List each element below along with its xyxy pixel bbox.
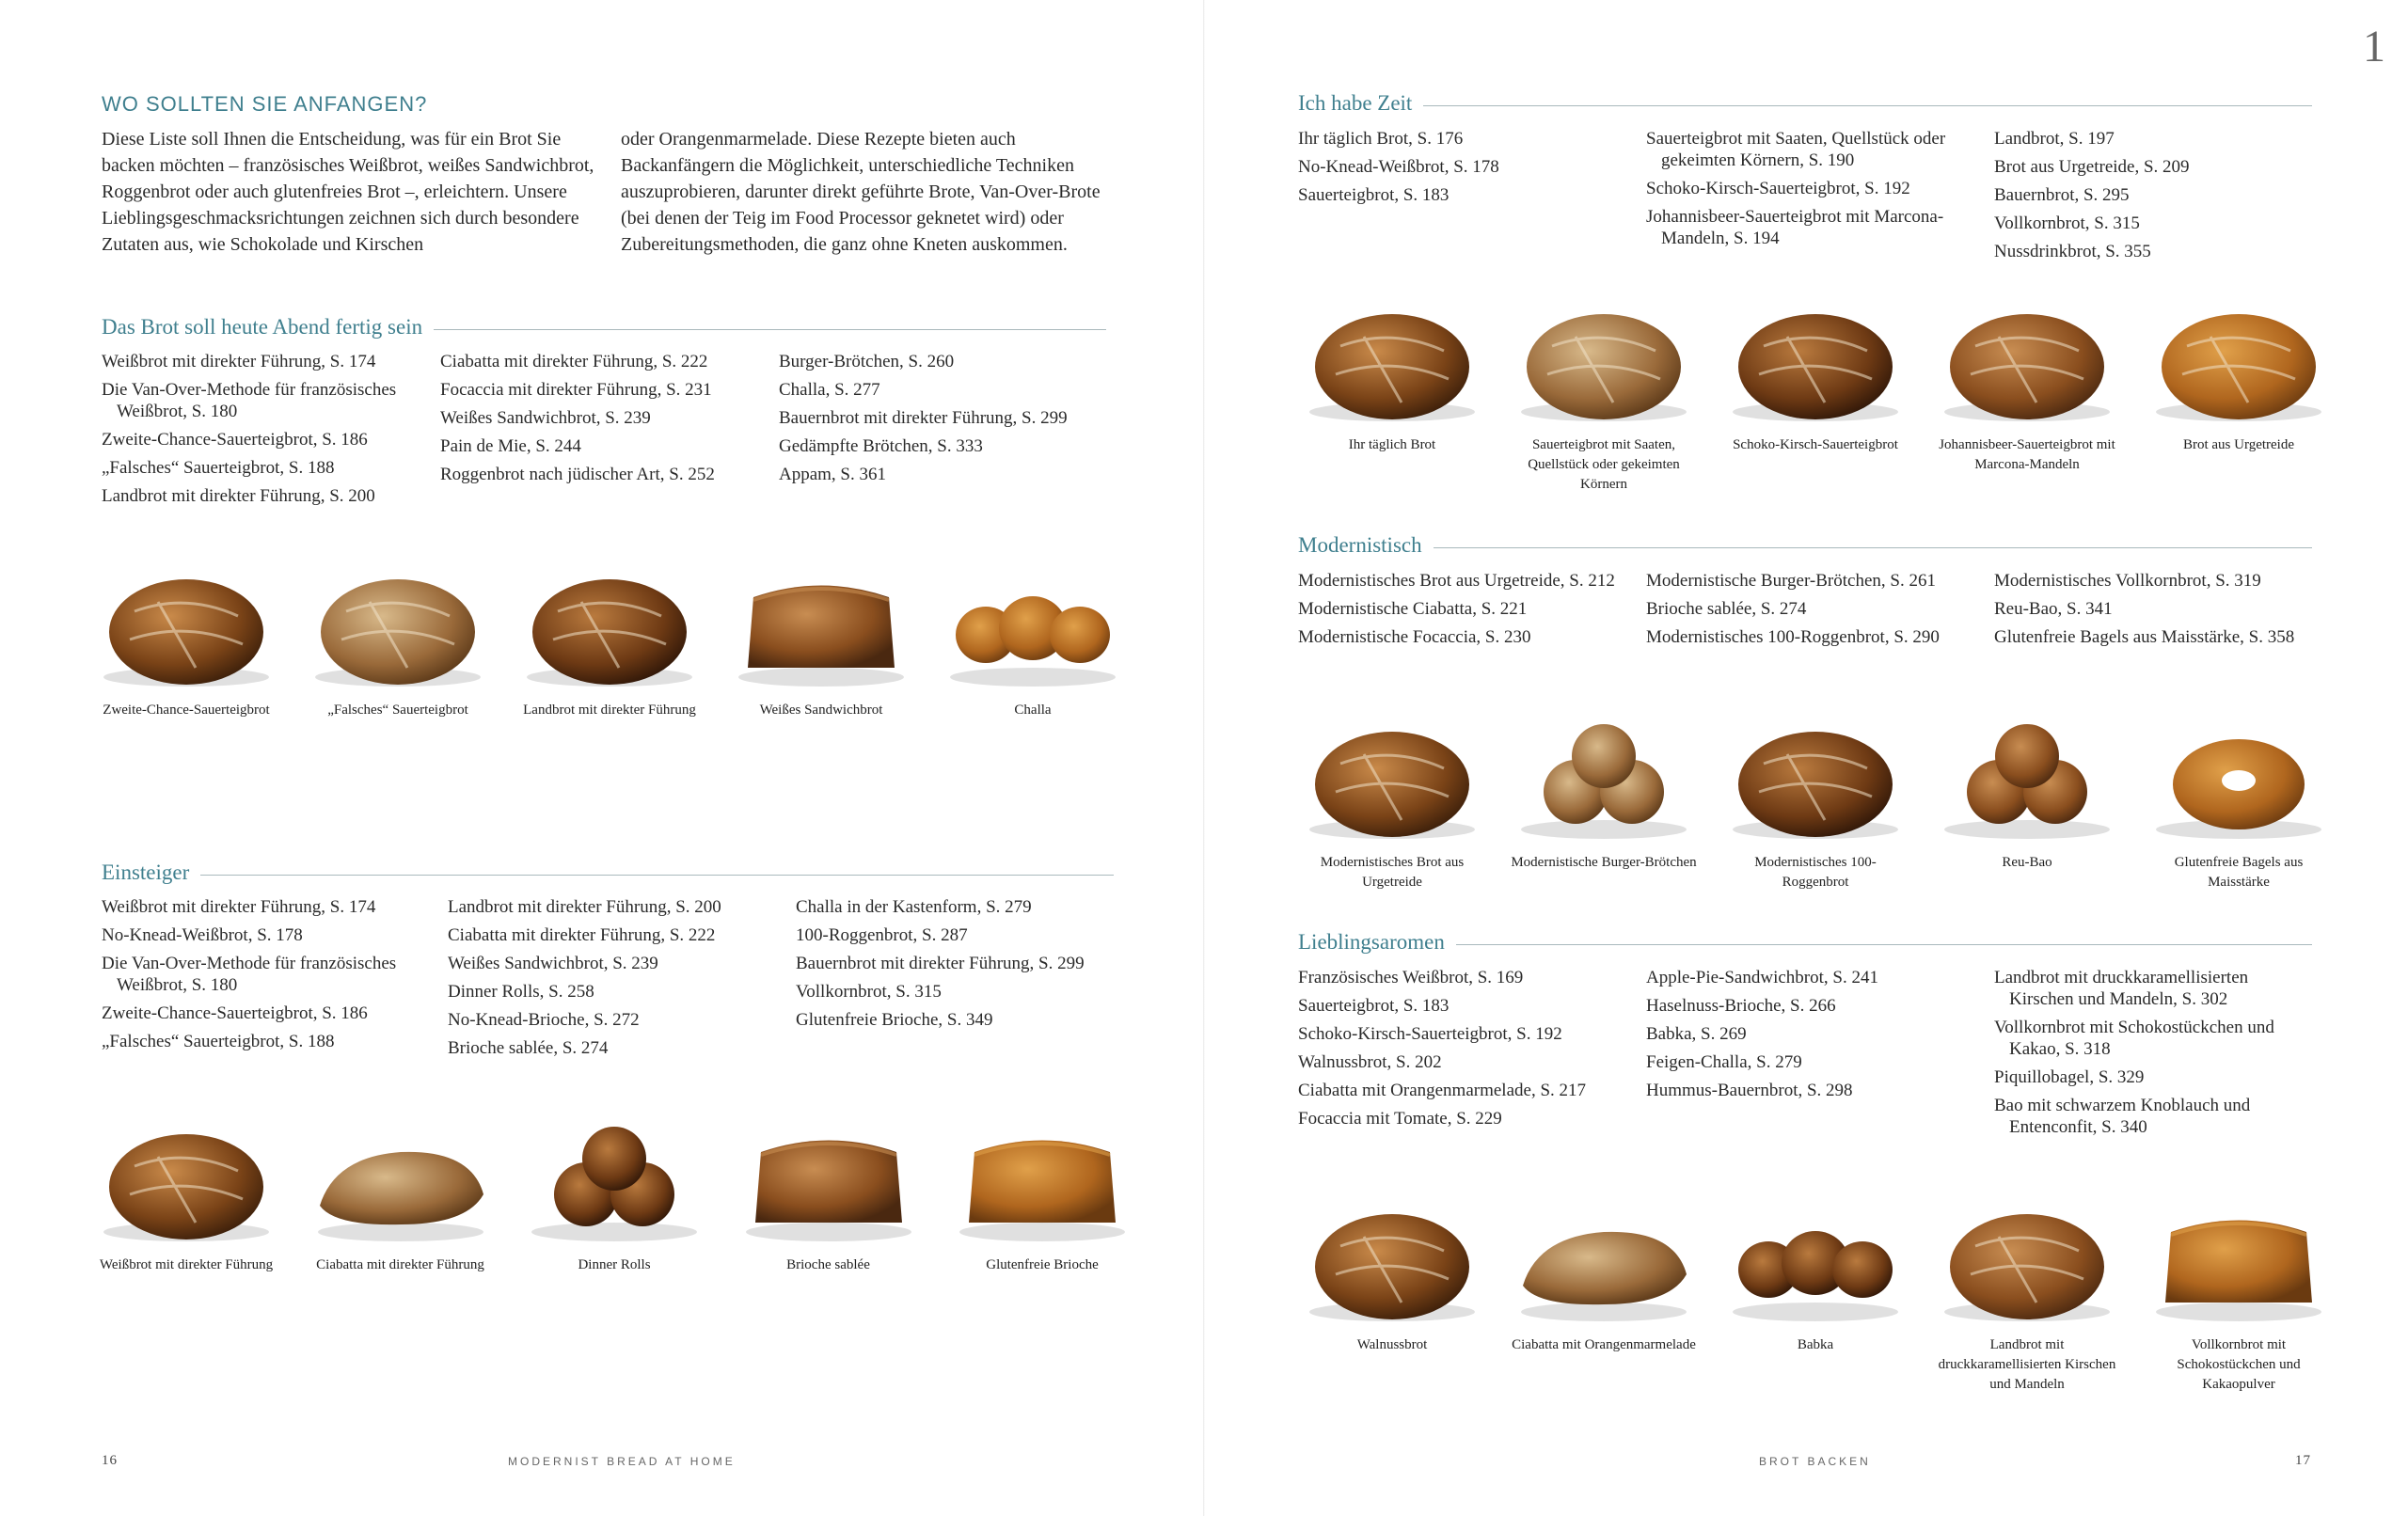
bread-photo-caption: Schoko-Kirsch-Sauerteigbrot (1733, 437, 1898, 452)
recipe-list-item: Brot aus Urgetreide, S. 209 (1994, 157, 2190, 177)
recipe-list-item: Vollkornbrot, S. 315 (796, 982, 942, 1002)
recipe-list-column (1298, 967, 1627, 1136)
photo-row (1298, 1180, 2333, 1395)
recipe-list-item: Piquillobagel, S. 329 (1994, 1067, 2145, 1087)
section-header-favorite-flavors (1298, 928, 2312, 956)
bread-photo-caption: Weißbrot mit direkter Führung (99, 1257, 274, 1272)
section-title: Lieblingsaromen (1298, 930, 1445, 954)
bread-photo-card (948, 1100, 1136, 1275)
recipe-list-column (1298, 128, 1627, 213)
recipe-list-column (1298, 570, 1627, 655)
dinner-rolls-icon (520, 1100, 708, 1246)
section-header-beginners (102, 859, 1114, 887)
recipe-list-item: Johannisbeer-Sauerteigbrot mit Marcona-Mandeln, S. 194 (1646, 207, 1944, 248)
recipe-list-item: „Falsches“ Sauerteigbrot, S. 188 (102, 458, 335, 478)
sandwich-loaf-icon (727, 545, 915, 691)
recipe-list-item: Bauernbrot mit direkter Führung, S. 299 (779, 408, 1068, 428)
bread-photo-card (1933, 698, 2121, 892)
recipe-list-item: Modernistische Ciabatta, S. 221 (1298, 599, 1528, 619)
recipe-list-item: Nussdrinkbrot, S. 355 (1994, 242, 2151, 261)
recipe-list-item: Die Van-Over-Methode für französisches Weißbrot, S. 180 (102, 954, 397, 995)
recipe-list-item: Schoko-Kirsch-Sauerteigbrot, S. 192 (1298, 1024, 1562, 1044)
bread-photo-card (727, 545, 915, 720)
bread-photo-card (520, 1100, 708, 1275)
recipe-list-column (440, 351, 760, 492)
recipe-list-item: Glutenfreie Brioche, S. 349 (796, 1010, 993, 1030)
bread-photo-caption: Babka (1797, 1337, 1834, 1352)
recipe-list-column (102, 351, 421, 513)
bread-photo-card (1933, 1180, 2121, 1395)
recipe-list-item: Gedämpfte Brötchen, S. 333 (779, 436, 983, 456)
recipe-list-item: Schoko-Kirsch-Sauerteigbrot, S. 192 (1646, 179, 1910, 198)
ciabatta-icon (307, 1100, 495, 1246)
recipe-list-item: Hummus-Bauernbrot, S. 298 (1646, 1081, 1853, 1100)
recipe-list-item: Landbrot mit direkter Führung, S. 200 (102, 486, 375, 506)
braided-challah-icon (939, 545, 1127, 691)
recipe-list-item: Weißbrot mit direkter Führung, S. 174 (102, 897, 376, 917)
recipe-list-item: Bauernbrot, S. 295 (1994, 185, 2130, 205)
recipe-list-column (1646, 967, 1975, 1108)
bread-photo-caption: „Falsches“ Sauerteigbrot (327, 703, 468, 718)
recipe-list-item: Burger-Brötchen, S. 260 (779, 352, 955, 371)
burger-buns-icon (1510, 698, 1698, 844)
recipe-list-column (779, 351, 1108, 492)
recipe-list-column (1994, 128, 2314, 269)
bread-photo-card (1298, 1180, 1486, 1395)
bread-photo-caption: Walnussbrot (1356, 1337, 1428, 1352)
bread-photo-card (1721, 280, 1909, 495)
recipe-list-item: Dinner Rolls, S. 258 (448, 982, 594, 1002)
recipe-list-column (448, 896, 777, 1066)
section-title: Ich habe Zeit (1298, 91, 1413, 115)
recipe-list-item: „Falsches“ Sauerteigbrot, S. 188 (102, 1032, 335, 1051)
walnut-loaf-icon (1298, 1180, 1486, 1326)
gluten-free-brioche-icon (948, 1100, 1136, 1246)
bread-photo-caption: Weißes Sandwichbrot (759, 703, 883, 718)
bread-photo-card (1721, 698, 1909, 892)
sourdough-loaf-icon (92, 545, 280, 691)
recipe-list-column (1994, 570, 2314, 655)
recipe-list-item: Sauerteigbrot, S. 183 (1298, 996, 1450, 1016)
recipe-list-item: Focaccia mit Tomate, S. 229 (1298, 1109, 1502, 1129)
recipe-list-item: No-Knead-Weißbrot, S. 178 (1298, 157, 1499, 177)
bread-photo-card (939, 545, 1127, 720)
footer-book-title: MODERNIST BREAD AT HOME (508, 1455, 736, 1468)
recipe-list-item: Modernistisches 100-Roggenbrot, S. 290 (1646, 627, 1940, 647)
recipe-list-item: Vollkornbrot, S. 315 (1994, 213, 2140, 233)
daily-bread-icon (1298, 280, 1486, 426)
photo-row (1298, 698, 2333, 892)
recipe-list-column (1646, 128, 1975, 256)
recipe-list-item: Bao mit schwarzem Knoblauch und Entenconfit, S. 340 (1994, 1096, 2251, 1137)
recipe-list-item: Landbrot, S. 197 (1994, 129, 2115, 149)
recipe-list-item: Challa, S. 277 (779, 380, 880, 400)
bread-photo-caption: Glutenfreie Brioche (986, 1257, 1099, 1272)
bread-photo-caption: Ciabatta mit direkter Führung (316, 1257, 484, 1272)
recipe-list-item: Zweite-Chance-Sauerteigbrot, S. 186 (102, 1003, 368, 1023)
rye-loaf-icon (1721, 698, 1909, 844)
recipe-list-item: Die Van-Over-Methode für französisches Weißbrot, S. 180 (102, 380, 397, 421)
photo-row (92, 545, 1127, 720)
section-rule (1423, 105, 2312, 106)
bread-photo-caption: Landbrot mit druckkaramellisierten Kirschen und Mandeln (1938, 1337, 2116, 1392)
photo-row (1298, 280, 2333, 495)
bread-photo-caption: Reu-Bao (2002, 855, 2052, 870)
bread-photo-caption: Sauerteigbrot mit Saaten, Quellstück oder gekeimten Körnern (1528, 437, 1680, 492)
seeded-sourdough-icon (1510, 280, 1698, 426)
bread-photo-caption: Vollkornbrot mit Schokostückchen und Kakaopulver (2177, 1337, 2301, 1392)
recipe-list-item: Pain de Mie, S. 244 (440, 436, 581, 456)
orange-ciabatta-icon (1510, 1180, 1698, 1326)
bread-photo-card (1298, 280, 1486, 495)
white-loaf-icon (92, 1100, 280, 1246)
book-spine (1203, 0, 1205, 1516)
recipe-list-item: Französisches Weißbrot, S. 169 (1298, 968, 1524, 987)
recipe-list-item: Sauerteigbrot mit Saaten, Quellstück oder gekeimten Körnern, S. 190 (1646, 129, 1946, 170)
bread-photo-caption: Zweite-Chance-Sauerteigbrot (103, 703, 270, 718)
recipe-list-item: Landbrot mit druckkaramellisierten Kirschen und Mandeln, S. 302 (1994, 968, 2249, 1009)
reu-bao-icon (1933, 698, 2121, 844)
recipe-list-item: No-Knead-Weißbrot, S. 178 (102, 925, 303, 945)
recipe-list-item: Sauerteigbrot, S. 183 (1298, 185, 1450, 205)
photo-row (92, 1100, 1136, 1275)
bread-photo-card (1721, 1180, 1909, 1395)
recipe-list-item: Ihr täglich Brot, S. 176 (1298, 129, 1464, 149)
bread-photo-card (2145, 698, 2333, 892)
section-header-modernist (1298, 531, 2312, 560)
recipe-list-item: Reu-Bao, S. 341 (1994, 599, 2113, 619)
recipe-list-item: 100-Roggenbrot, S. 287 (796, 925, 968, 945)
intro-text-column-1: Diese Liste soll Ihnen die Entscheidung, was für ein Brot Sie backen möchten – französisches Weißbrot, weißes Sandwichbrot, Roggenbrot oder auch glutenfreies Brot –, erleichtern. Unsere Lieblingsgeschmacksrichtungen zeichnen sich durch besondere Zutaten aus, wie Schokolade und Kirschen (102, 129, 594, 255)
bread-photo-card (307, 1100, 495, 1275)
section-rule (1456, 944, 2312, 945)
bread-photo-card (92, 545, 280, 720)
section-title: Das Brot soll heute Abend fertig sein (102, 315, 423, 339)
recipe-list-item: Weißes Sandwichbrot, S. 239 (448, 954, 658, 973)
bread-photo-card (1298, 698, 1486, 892)
country-loaf-icon (515, 545, 704, 691)
bread-photo-card (1933, 280, 2121, 495)
recipe-list-item: Ciabatta mit direkter Führung, S. 222 (448, 925, 716, 945)
section-rule (434, 329, 1106, 330)
recipe-list-item: Ciabatta mit direkter Führung, S. 222 (440, 352, 708, 371)
bread-photo-caption: Modernistisches Brot aus Urgetreide (1320, 855, 1465, 890)
bread-photo-caption: Johannisbeer-Sauerteigbrot mit Marcona-Mandeln (1939, 437, 2115, 472)
recipe-list-item: Weißbrot mit direkter Führung, S. 174 (102, 352, 376, 371)
bread-photo-card (1510, 280, 1698, 495)
bread-photo-card (735, 1100, 923, 1275)
recipe-list-item: Bauernbrot mit direkter Führung, S. 299 (796, 954, 1085, 973)
recipe-list-item: No-Knead-Brioche, S. 272 (448, 1010, 640, 1030)
footer-chapter-title: BROT BACKEN (1759, 1455, 1871, 1468)
bread-photo-card (2145, 280, 2333, 495)
recipe-list-column (102, 896, 431, 1059)
recipe-list-item: Haselnuss-Brioche, S. 266 (1646, 996, 1836, 1016)
recipe-list-item: Feigen-Challa, S. 279 (1646, 1052, 1802, 1072)
recipe-list-item: Vollkornbrot mit Schokostückchen und Kakao, S. 318 (1994, 1018, 2274, 1059)
section-title: Modernistisch (1298, 533, 1422, 557)
modernist-ancient-loaf-icon (1298, 698, 1486, 844)
currant-almond-loaf-icon (1933, 280, 2121, 426)
recipe-list-column (1994, 967, 2314, 1145)
recipe-list-item: Landbrot mit direkter Führung, S. 200 (448, 897, 721, 917)
recipe-list-item: Roggenbrot nach jüdischer Art, S. 252 (440, 465, 715, 484)
recipe-list-item: Modernistische Focaccia, S. 230 (1298, 627, 1531, 647)
recipe-list-item: Brioche sablée, S. 274 (448, 1038, 609, 1058)
bread-photo-caption: Modernistische Burger-Brötchen (1511, 855, 1697, 870)
recipe-list-item: Appam, S. 361 (779, 465, 886, 484)
recipe-list-item: Brioche sablée, S. 274 (1646, 599, 1807, 619)
bread-photo-caption: Glutenfreie Bagels aus Maisstärke (2174, 855, 2304, 890)
page-number-left: 16 (102, 1453, 118, 1468)
page-heading: WO SOLLTEN SIE ANFANGEN? (102, 92, 428, 116)
bread-photo-caption: Challa (1014, 703, 1052, 718)
recipe-list-item: Zweite-Chance-Sauerteigbrot, S. 186 (102, 430, 368, 450)
recipe-list-item: Babka, S. 269 (1646, 1024, 1747, 1044)
bread-photo-card (304, 545, 492, 720)
round-loaf-floured-icon (304, 545, 492, 691)
recipe-list-column (1646, 570, 1975, 655)
bread-photo-card (1510, 698, 1698, 892)
bread-photo-card (515, 545, 704, 720)
ancient-grain-loaf-icon (2145, 280, 2333, 426)
recipe-list-item: Focaccia mit direkter Führung, S. 231 (440, 380, 712, 400)
bread-photo-caption: Dinner Rolls (578, 1257, 651, 1272)
recipe-list-item: Apple-Pie-Sandwichbrot, S. 241 (1646, 968, 1878, 987)
recipe-list-item: Modernistisches Brot aus Urgetreide, S. 212 (1298, 571, 1615, 591)
recipe-list-item: Walnussbrot, S. 202 (1298, 1052, 1442, 1072)
recipe-list-column (796, 896, 1125, 1037)
bread-photo-card (92, 1100, 280, 1275)
recipe-list-item: Challa in der Kastenform, S. 279 (796, 897, 1032, 917)
recipe-list-item: Glutenfreie Bagels aus Maisstärke, S. 358 (1994, 627, 2295, 647)
bread-photo-caption: Ihr täglich Brot (1348, 437, 1436, 452)
intro-text-column-2: oder Orangenmarmelade. Diese Rezepte bieten auch Backanfängern die Möglichkeit, unterschiedliche Techniken auszuprobieren, darunter direkt geführte Brote, Van-Over-Brote (bei denen der Teig im Food Processor geknetet wird) oder Zubereitungsmethoden, die ganz ohne Kneten auskommen. (621, 129, 1101, 255)
cherry-almond-loaf-icon (1933, 1180, 2121, 1326)
chocolate-wholegrain-loaf-icon (2145, 1180, 2333, 1326)
bagels-icon (2145, 698, 2333, 844)
bread-photo-card (2145, 1180, 2333, 1395)
brioche-loaf-icon (735, 1100, 923, 1246)
bread-photo-caption: Landbrot mit direkter Führung (523, 703, 696, 718)
section-header-have-time (1298, 89, 2312, 118)
bread-photo-caption: Modernistisches 100-Roggenbrot (1754, 855, 1877, 890)
recipe-list-item: Modernistisches Vollkornbrot, S. 319 (1994, 571, 2261, 591)
babka-icon (1721, 1180, 1909, 1326)
bread-photo-card (1510, 1180, 1698, 1395)
bread-photo-caption: Brioche sablée (786, 1257, 870, 1272)
section-header-tonight (102, 313, 1106, 341)
recipe-list-item: Weißes Sandwichbrot, S. 239 (440, 408, 651, 428)
section-title: Einsteiger (102, 861, 190, 884)
section-rule (1434, 547, 2312, 548)
chapter-corner-number: 1 (2363, 22, 2385, 71)
section-rule (200, 875, 1114, 876)
bread-photo-caption: Ciabatta mit Orangenmarmelade (1512, 1337, 1696, 1352)
recipe-list-item: Ciabatta mit Orangenmarmelade, S. 217 (1298, 1081, 1587, 1100)
chocolate-cherry-loaf-icon (1721, 280, 1909, 426)
bread-photo-caption: Brot aus Urgetreide (2182, 437, 2295, 452)
page-number-right: 17 (2295, 1453, 2311, 1468)
recipe-list-item: Modernistische Burger-Brötchen, S. 261 (1646, 571, 1936, 591)
